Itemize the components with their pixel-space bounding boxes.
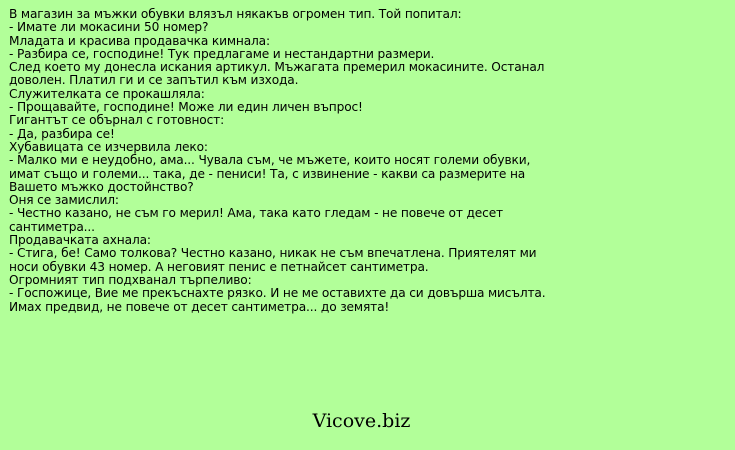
joke-line: - Госпожице, Вие ме прекъснахте рязко. И не ме оставихте да си довърша мисълта. — [9, 286, 546, 301]
joke-line: Огромният тип подхванал търпеливо: — [9, 272, 252, 287]
joke-line: Служителката се прокашляла: — [9, 86, 205, 101]
joke-line: носи обувки 43 номер. А неговият пенис е петнайсет сантиметра. — [9, 259, 429, 274]
joke-line: - Да, разбира се! — [9, 126, 115, 141]
joke-line: Оня се замислил: — [9, 193, 119, 208]
joke-line: Вашето мъжко достойнство? — [9, 179, 194, 194]
joke-line: - Малко ми е неудобно, ама... Чувала съм, че мъжете, които носят големи обувки, — [9, 153, 531, 168]
joke-line: Гигантът се обърнал с готовност: — [9, 113, 225, 128]
joke-line: имат също и големи... така, де - пениси! Та, с извинение - какви са размерите на — [9, 166, 526, 181]
joke-line: В магазин за мъжки обувки влязъл някакъв огромен тип. Той попитал: — [9, 7, 462, 21]
joke-line: - Стига, бе! Само толкова? Честно казано, никак не съм впечатлена. Приятелят ми — [9, 246, 537, 261]
joke-line: - Разбира се, господине! Тук предлагаме и нестандартни размери. — [9, 46, 435, 61]
joke-line: - Прощавайте, господине! Може ли един личен въпрос! — [9, 100, 363, 115]
joke-line: Продавачката ахнала: — [9, 233, 151, 248]
site-watermark: Vicove.biz — [312, 410, 411, 432]
joke-line: - Честно казано, не съм го мерил! Ама, така като гледам - не повече от десет — [9, 206, 504, 221]
joke-line: След което му донесла искания артикул. Мъжагата премерил мокасините. Останал — [9, 60, 545, 75]
joke-line: Имах предвид, не повече от десет сантиметра... до земята! — [9, 299, 390, 314]
joke-line: Хубавицата се изчервила леко: — [9, 139, 208, 154]
joke-line: сантиметра... — [9, 219, 95, 234]
joke-text — [9, 8, 727, 314]
joke-line: доволен. Платил ги и се запътил към изхода. — [9, 73, 299, 88]
joke-line: Младата и красива продавачка кимнала: — [9, 33, 270, 48]
joke-line: - Имате ли мокасини 50 номер? — [9, 20, 209, 35]
